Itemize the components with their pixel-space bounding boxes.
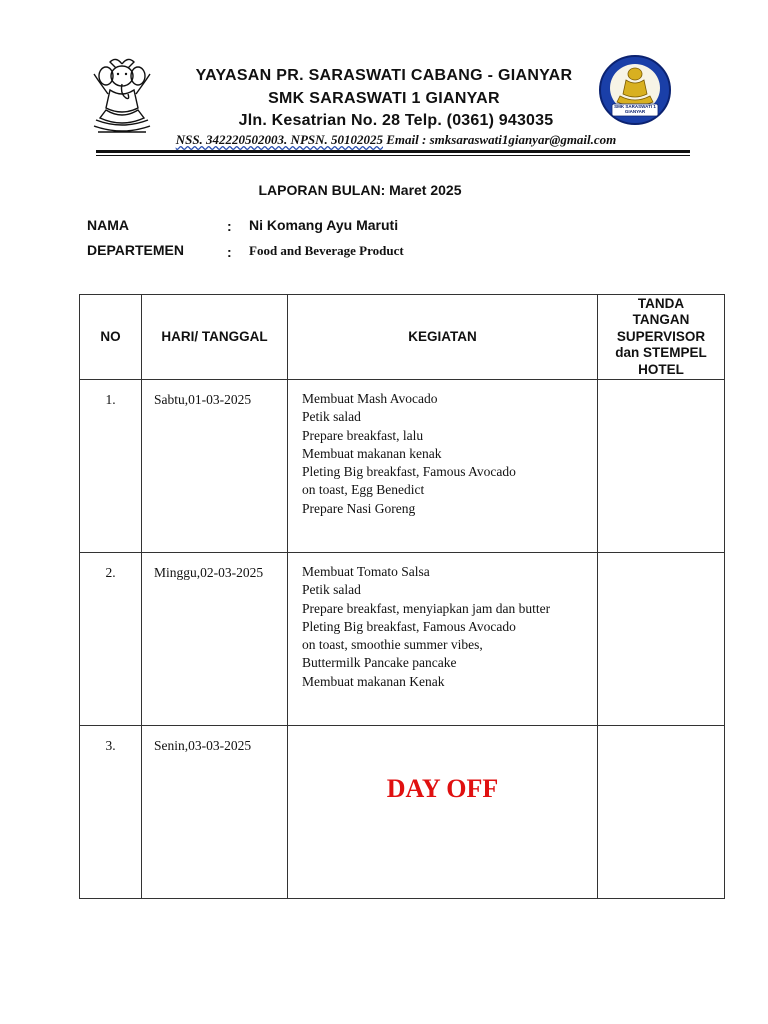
table-row <box>80 380 725 553</box>
activity-item: Membuat Mash Avocado <box>302 391 438 406</box>
header-signature <box>598 295 725 380</box>
header-no: NO <box>80 295 142 380</box>
name-value: Ni Komang Ayu Maruti <box>249 217 399 233</box>
emblem-caption: SMK SARASWATI 1 GIANYAR <box>614 104 656 114</box>
activity-table <box>79 294 725 899</box>
row-day: Sabtu,01-03-2025 <box>142 380 288 553</box>
row-no: 3. <box>80 726 142 899</box>
header-activity: KEGIATAN <box>288 295 598 380</box>
header-day: HARI/ TANGGAL <box>142 295 288 380</box>
row-activities <box>288 726 598 899</box>
activity-item: Pleting Big breakfast, Famous Avocado <box>302 618 516 634</box>
table-header-row <box>80 295 725 380</box>
school-ids: NSS. 342220502003. NPSN. 50102025 <box>175 132 383 147</box>
name-label: NAMA <box>87 217 129 233</box>
activity-item: Petik salad <box>302 582 361 598</box>
school-address: Jln. Kesatrian No. 28 Telp. (0361) 943035 <box>238 112 554 129</box>
name-colon: : <box>227 218 232 234</box>
activity-item: Pleting Big breakfast, Famous Avocado <box>302 464 516 480</box>
report-title: LAPORAN BULAN: Maret 2025 <box>258 182 462 198</box>
school-ids-email <box>12 132 768 148</box>
row-day: Senin,03-03-2025 <box>142 726 288 899</box>
activity-item: Membuat makanan Kenak <box>302 673 445 689</box>
department-value: Food and Beverage Product <box>249 243 404 258</box>
row-signature <box>598 380 725 553</box>
school-email: Email : smksaraswati1gianyar@gmail.com <box>383 132 617 147</box>
school-name: SMK SARASWATI 1 GIANYAR <box>268 90 500 107</box>
department-colon: : <box>227 244 232 260</box>
activity-item: Petik salad <box>302 409 361 425</box>
day-off-label: DAY OFF <box>386 774 499 803</box>
table-row <box>80 726 725 899</box>
department-label: DEPARTEMEN <box>87 242 184 258</box>
header-signature-line: TANDA <box>637 295 685 311</box>
activity-item: Prepare breakfast, lalu <box>302 427 424 443</box>
row-activities <box>288 380 598 553</box>
letterhead-rule-thick <box>96 150 690 153</box>
table-row <box>80 553 725 726</box>
row-no: 2. <box>80 553 142 726</box>
header-signature-line: HOTEL <box>638 361 684 377</box>
activity-item: Membuat makanan kenak <box>302 445 442 461</box>
activity-item: Prepare breakfast, menyiapkan jam dan butter <box>302 600 551 616</box>
row-day: Minggu,02-03-2025 <box>142 553 288 726</box>
header-signature-line: SUPERVISOR <box>616 328 706 344</box>
foundation-name: YAYASAN PR. SARASWATI CABANG - GIANYAR <box>195 67 573 84</box>
activity-item: on toast, Egg Benedict <box>302 482 425 498</box>
row-activities <box>288 553 598 726</box>
activity-item: Membuat Tomato Salsa <box>302 564 430 579</box>
header-signature-line: dan STEMPEL <box>615 345 707 361</box>
row-signature <box>598 553 725 726</box>
header-signature-line: TANGAN <box>632 312 690 328</box>
activity-item: Buttermilk Pancake pancake <box>302 655 457 671</box>
activity-item: Prepare Nasi Goreng <box>302 500 416 516</box>
row-no: 1. <box>80 380 142 553</box>
activity-item: on toast, smoothie summer vibes, <box>302 637 483 653</box>
row-signature <box>598 726 725 899</box>
letterhead-rule-thin <box>96 155 690 156</box>
